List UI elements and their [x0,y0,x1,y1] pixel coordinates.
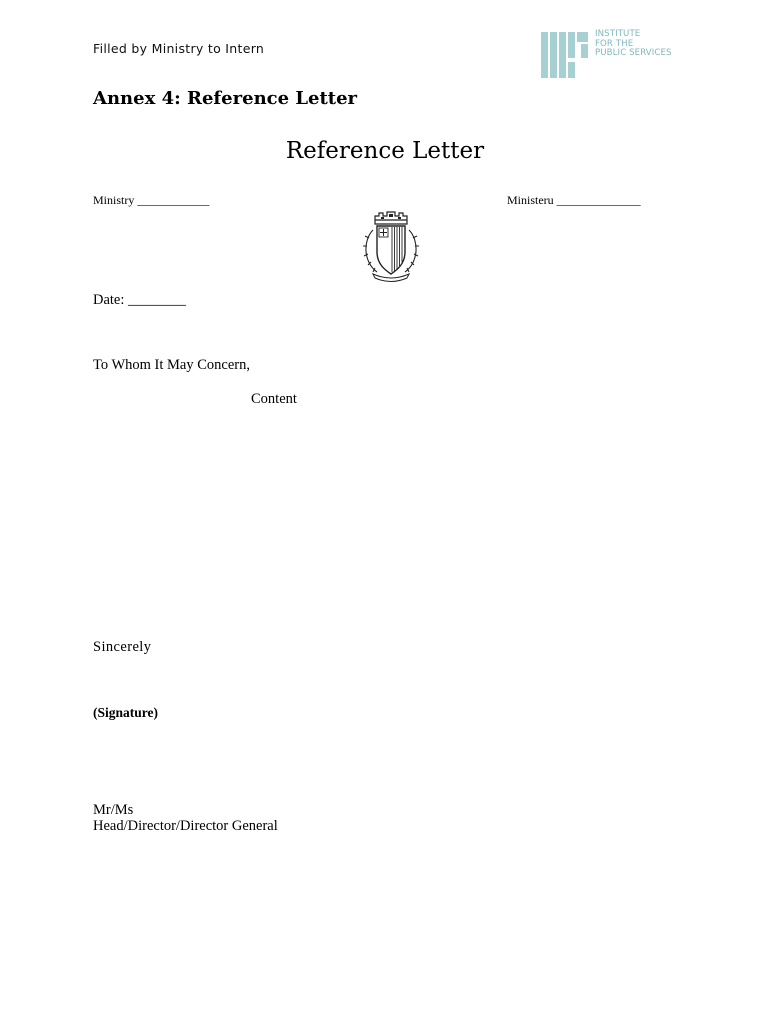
ips-logo [540,30,690,80]
signature-label: (Signature) [93,705,159,720]
coat-of-arms-of-malta-icon [359,210,423,284]
content-placeholder: Content [251,391,297,407]
document-title: Reference Letter [285,138,485,164]
signatory-role: Head/Director/Director General [93,818,278,834]
logo-line-3: PUBLIC SERVICES [595,48,672,59]
ministeru-field: Ministeru ______________ [507,193,641,207]
annex-title: Annex 4: Reference Letter [93,88,358,109]
closing: Sincerely [93,639,152,655]
ministry-field: Ministry ____________ [93,193,210,207]
greeting: To Whom It May Concern, [93,357,250,373]
signatory-name: Mr/Ms [93,802,134,818]
logo-line-1: INSTITUTE [595,29,641,39]
logo-line-2: FOR THE [595,38,634,49]
header-note: Filled by Ministry to Intern [93,41,265,56]
date-field: Date: ________ [93,292,187,308]
ips-logo-icon [540,32,592,80]
